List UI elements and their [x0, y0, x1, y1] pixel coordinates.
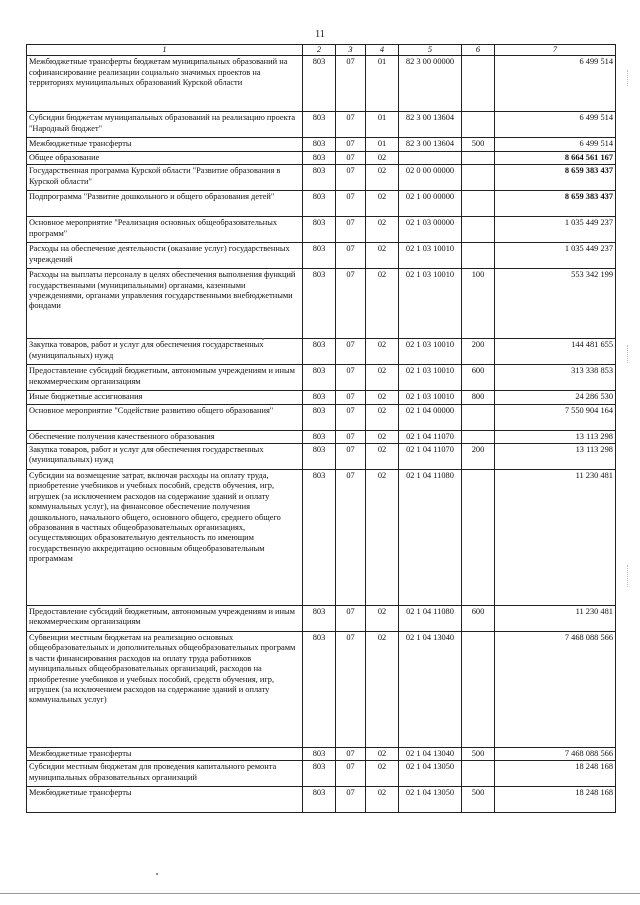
row-expense-type: 500 [462, 138, 495, 151]
table-row [27, 339, 616, 365]
table-row [27, 632, 616, 748]
row-expense-type: 500 [462, 748, 495, 761]
row-amount: 7 468 088 566 [495, 632, 616, 748]
header-cell: 3 [336, 45, 366, 56]
row-subsection-code: 02 [366, 191, 399, 217]
row-name: Межбюджетные трансферты [27, 138, 303, 151]
row-name: Субсидии на возмещение затрат, включая расходы на оплату труда, приобретение учебников и учебных пособий, средств обучения, игр, игрушек (за исключением расходов на содержание зданий и оплату коммунальных услуг), на финансовое обеспечение получения дошкольного, начального общего, основного общего, среднего общего образования в частных общеобразовательных организациях, осуществляющих образовательную деятельность по имеющим государственную аккредитацию основным общеобразовательным программам [27, 470, 303, 606]
row-section-code: 07 [336, 632, 366, 748]
row-grbs-code: 803 [303, 165, 336, 191]
row-target-article: 02 1 00 00000 [399, 191, 462, 217]
row-subsection-code: 02 [366, 165, 399, 191]
row-grbs-code: 803 [303, 761, 336, 787]
row-amount: 24 286 530 [495, 391, 616, 404]
row-target-article: 02 1 04 00000 [399, 404, 462, 430]
row-grbs-code: 803 [303, 391, 336, 404]
row-target-article: 02 1 04 11070 [399, 444, 462, 470]
row-target-article: 02 1 04 11070 [399, 430, 462, 443]
row-section-code: 07 [336, 191, 366, 217]
row-section-code: 07 [336, 787, 366, 813]
row-section-code: 07 [336, 365, 366, 391]
row-name: Межбюджетные трансферты [27, 787, 303, 813]
row-expense-type: 600 [462, 606, 495, 632]
scan-edge-mark [627, 70, 629, 86]
row-target-article: 82 3 00 00000 [399, 56, 462, 112]
row-subsection-code: 02 [366, 787, 399, 813]
row-amount: 553 342 199 [495, 269, 616, 339]
row-grbs-code: 803 [303, 339, 336, 365]
row-subsection-code: 01 [366, 112, 399, 138]
row-name: Закупка товаров, работ и услуг для обеспечения государственных (муниципальных) нужд [27, 444, 303, 470]
row-name: Межбюджетные трансферты бюджетам муниципальных образований на софинансирование реализации социально значимых проектов на территориях муниципальных образований Курской области [27, 56, 303, 112]
row-expense-type [462, 243, 495, 269]
row-section-code: 07 [336, 391, 366, 404]
row-name: Основное мероприятие "Содействие развитию общего образования" [27, 404, 303, 430]
table-row [27, 151, 616, 164]
row-subsection-code: 02 [366, 339, 399, 365]
row-section-code: 07 [336, 56, 366, 112]
table-row [27, 365, 616, 391]
table-row [27, 165, 616, 191]
row-expense-type [462, 404, 495, 430]
row-amount: 8 659 383 437 [495, 165, 616, 191]
row-grbs-code: 803 [303, 217, 336, 243]
scan-edge-mark [627, 565, 629, 587]
row-name: Иные бюджетные ассигнования [27, 391, 303, 404]
table-row [27, 269, 616, 339]
row-section-code: 07 [336, 748, 366, 761]
row-section-code: 07 [336, 165, 366, 191]
row-name: Расходы на выплаты персоналу в целях обеспечения выполнения функций государственными (муниципальными) органами, казенными учреждениями, органами управления государственными внебюджетными фондами [27, 269, 303, 339]
row-section-code: 07 [336, 470, 366, 606]
row-grbs-code: 803 [303, 243, 336, 269]
row-expense-type [462, 470, 495, 606]
row-subsection-code: 02 [366, 430, 399, 443]
row-expense-type [462, 165, 495, 191]
row-name: Подпрограмма "Развитие дошкольного и общего образования детей" [27, 191, 303, 217]
row-grbs-code: 803 [303, 470, 336, 606]
row-section-code: 07 [336, 112, 366, 138]
header-row [27, 45, 616, 56]
row-expense-type [462, 112, 495, 138]
row-amount: 6 499 514 [495, 112, 616, 138]
row-name: Обеспечение получения качественного образования [27, 430, 303, 443]
row-name: Предоставление субсидий бюджетным, автономным учреждениям и иным некоммерческим организациям [27, 606, 303, 632]
row-grbs-code: 803 [303, 787, 336, 813]
row-amount: 18 248 168 [495, 787, 616, 813]
row-expense-type: 500 [462, 787, 495, 813]
row-amount: 144 481 655 [495, 339, 616, 365]
row-name: Субсидии местным бюджетам для проведения капитального ремонта муниципальных образовательных организаций [27, 761, 303, 787]
row-amount: 11 230 481 [495, 606, 616, 632]
header-cell: 4 [366, 45, 399, 56]
scan-speck [262, 338, 264, 340]
row-amount: 8 664 561 167 [495, 151, 616, 164]
row-target-article: 02 1 03 10010 [399, 365, 462, 391]
row-subsection-code: 02 [366, 269, 399, 339]
header-cell: 2 [303, 45, 336, 56]
row-target-article: 02 1 03 10010 [399, 269, 462, 339]
table-row [27, 191, 616, 217]
row-amount: 313 338 853 [495, 365, 616, 391]
row-expense-type [462, 761, 495, 787]
row-grbs-code: 803 [303, 430, 336, 443]
row-target-article: 02 1 03 00000 [399, 217, 462, 243]
row-amount: 18 248 168 [495, 761, 616, 787]
table-row [27, 761, 616, 787]
row-expense-type: 200 [462, 339, 495, 365]
row-subsection-code: 02 [366, 606, 399, 632]
row-amount: 6 499 514 [495, 56, 616, 112]
table-row [27, 470, 616, 606]
row-section-code: 07 [336, 404, 366, 430]
row-target-article: 82 3 00 13604 [399, 112, 462, 138]
row-expense-type: 600 [462, 365, 495, 391]
row-subsection-code: 02 [366, 748, 399, 761]
row-grbs-code: 803 [303, 56, 336, 112]
row-section-code: 07 [336, 339, 366, 365]
row-expense-type [462, 632, 495, 748]
page-number: 11 [315, 29, 325, 40]
row-subsection-code: 02 [366, 365, 399, 391]
row-grbs-code: 803 [303, 444, 336, 470]
row-target-article: 02 1 04 13040 [399, 632, 462, 748]
row-grbs-code: 803 [303, 748, 336, 761]
table-row [27, 606, 616, 632]
header-cell: 1 [27, 45, 303, 56]
table-row [27, 430, 616, 443]
table-row [27, 787, 616, 813]
row-grbs-code: 803 [303, 404, 336, 430]
row-grbs-code: 803 [303, 606, 336, 632]
row-subsection-code: 02 [366, 404, 399, 430]
row-amount: 7 468 088 566 [495, 748, 616, 761]
row-subsection-code: 01 [366, 138, 399, 151]
row-expense-type: 100 [462, 269, 495, 339]
row-name: Государственная программа Курской области "Развитие образования в Курской области" [27, 165, 303, 191]
row-section-code: 07 [336, 151, 366, 164]
row-target-article: 02 1 03 10010 [399, 391, 462, 404]
row-grbs-code: 803 [303, 112, 336, 138]
row-name: Субсидии бюджетам муниципальных образований на реализацию проекта "Народный бюджет" [27, 112, 303, 138]
row-amount: 13 113 298 [495, 444, 616, 470]
scan-edge-mark [627, 345, 629, 363]
row-grbs-code: 803 [303, 191, 336, 217]
row-name: Межбюджетные трансферты [27, 748, 303, 761]
row-name: Расходы на обеспечение деятельности (оказание услуг) государственных учреждений [27, 243, 303, 269]
row-expense-type: 800 [462, 391, 495, 404]
row-grbs-code: 803 [303, 138, 336, 151]
row-section-code: 07 [336, 430, 366, 443]
row-target-article: 02 1 03 10010 [399, 339, 462, 365]
row-target-article [399, 151, 462, 164]
row-subsection-code: 02 [366, 243, 399, 269]
row-subsection-code: 02 [366, 151, 399, 164]
page-bottom-line [0, 893, 640, 894]
budget-table [26, 44, 616, 813]
row-target-article: 02 1 04 13050 [399, 761, 462, 787]
row-name: Закупка товаров, работ и услуг для обеспечения государственных (муниципальных) нужд [27, 339, 303, 365]
row-section-code: 07 [336, 444, 366, 470]
row-amount: 13 113 298 [495, 430, 616, 443]
table-row [27, 391, 616, 404]
row-expense-type [462, 151, 495, 164]
row-grbs-code: 803 [303, 365, 336, 391]
row-grbs-code: 803 [303, 151, 336, 164]
row-section-code: 07 [336, 606, 366, 632]
table-row [27, 217, 616, 243]
row-expense-type: 200 [462, 444, 495, 470]
row-name: Предоставление субсидий бюджетным, автономным учреждениям и иным некоммерческим организациям [27, 365, 303, 391]
row-subsection-code: 02 [366, 470, 399, 606]
row-expense-type [462, 217, 495, 243]
row-expense-type [462, 56, 495, 112]
row-subsection-code: 01 [366, 56, 399, 112]
table-row [27, 112, 616, 138]
row-section-code: 07 [336, 243, 366, 269]
row-section-code: 07 [336, 217, 366, 243]
row-amount: 1 035 449 237 [495, 243, 616, 269]
row-section-code: 07 [336, 138, 366, 151]
row-grbs-code: 803 [303, 269, 336, 339]
row-target-article: 02 1 04 13050 [399, 787, 462, 813]
row-amount: 6 499 514 [495, 138, 616, 151]
table-row [27, 138, 616, 151]
row-expense-type [462, 191, 495, 217]
row-section-code: 07 [336, 761, 366, 787]
table-row [27, 444, 616, 470]
row-subsection-code: 02 [366, 632, 399, 748]
row-grbs-code: 803 [303, 632, 336, 748]
header-cell: 5 [399, 45, 462, 56]
row-amount: 11 230 481 [495, 470, 616, 606]
table-row [27, 404, 616, 430]
table-row [27, 56, 616, 112]
scan-speck [156, 873, 158, 875]
header-cell: 7 [495, 45, 616, 56]
row-target-article: 02 1 04 11080 [399, 606, 462, 632]
row-name: Общее образование [27, 151, 303, 164]
row-amount: 1 035 449 237 [495, 217, 616, 243]
row-section-code: 07 [336, 269, 366, 339]
table-row [27, 243, 616, 269]
row-target-article: 02 1 03 10010 [399, 243, 462, 269]
row-target-article: 02 0 00 00000 [399, 165, 462, 191]
table-row [27, 748, 616, 761]
row-expense-type [462, 430, 495, 443]
row-subsection-code: 02 [366, 217, 399, 243]
row-name: Основное мероприятие "Реализация основных общеобразовательных программ" [27, 217, 303, 243]
row-name: Субвенции местным бюджетам на реализацию основных общеобразовательных и дополнительных общеобразовательных программ в части финансирования расходов на оплату труда работников муниципальных общеобразовательных организаций, расходов на приобретение учебников и учебных пособий, средств обучения, игр, игрушек (за исключением расходов на содержание зданий и оплату коммунальных услуг) [27, 632, 303, 748]
header-cell: 6 [462, 45, 495, 56]
row-target-article: 82 3 00 13604 [399, 138, 462, 151]
row-target-article: 02 1 04 13040 [399, 748, 462, 761]
row-amount: 7 550 904 164 [495, 404, 616, 430]
row-amount: 8 659 383 437 [495, 191, 616, 217]
row-subsection-code: 02 [366, 444, 399, 470]
row-subsection-code: 02 [366, 761, 399, 787]
row-subsection-code: 02 [366, 391, 399, 404]
row-target-article: 02 1 04 11080 [399, 470, 462, 606]
